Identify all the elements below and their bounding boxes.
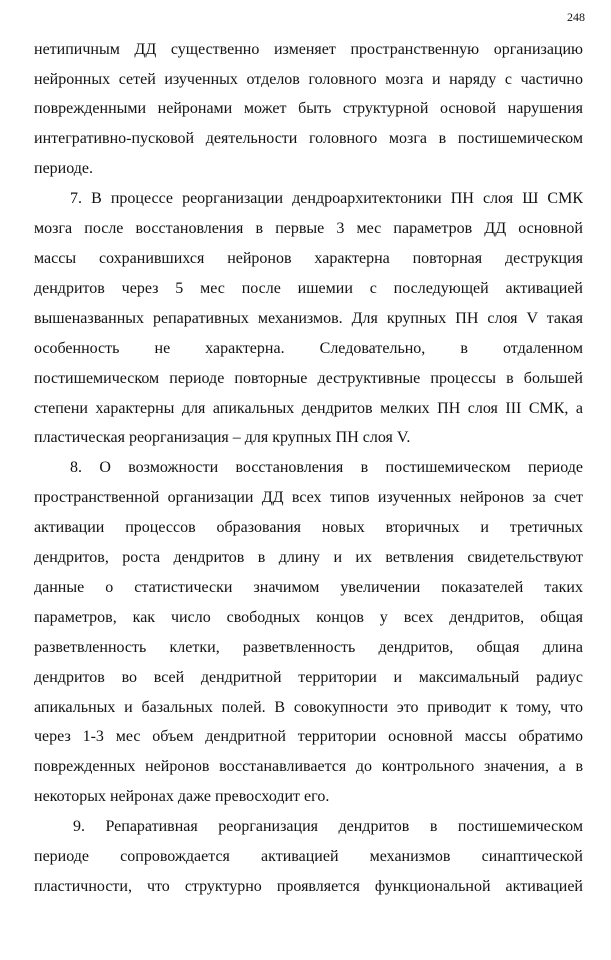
text-line: активации процессов образования новых вторичных и третичных bbox=[34, 519, 583, 536]
text-line: пластическая реорганизация – для крупных ПН слоя V. bbox=[34, 429, 411, 446]
text-line: вышеназванных репаративных механизмов. Для крупных ПН слоя V такая bbox=[34, 310, 583, 327]
text-line: дендритов через 5 мес после ишемии с последующей активацией bbox=[34, 280, 583, 297]
text-line: через 1-3 мес объем дендритной территории основной массы обратимо bbox=[34, 728, 583, 745]
text-line: нетипичным ДД существенно изменяет пространственную организацию bbox=[34, 41, 583, 58]
text-line: апикальных и базальных полей. В совокупности это приводит к тому, что bbox=[34, 699, 583, 716]
page-number: 248 bbox=[567, 10, 585, 24]
text-line: 9. Репаративная реорганизация дендритов в постишемическом bbox=[73, 818, 583, 835]
text-line: нейронных сетей изученных отделов головного мозга и наряду с частично bbox=[34, 71, 583, 88]
text-line: дендритов, роста дендритов в длину и их ветвления свидетельствуют bbox=[34, 549, 583, 566]
text-line: степени характерны для апикальных дендритов мелких ПН слоя III СМК, а bbox=[34, 400, 583, 417]
text-line: постишемическом периоде повторные деструктивные процессы в большей bbox=[34, 370, 583, 387]
text-line: периоде. bbox=[34, 160, 94, 177]
text-line: некоторых нейронах даже превосходит его. bbox=[34, 788, 330, 805]
text-line: периоде сопровождается активацией механизмов синаптической bbox=[34, 848, 583, 865]
text-line: 7. В процессе реорганизации дендроархитектоники ПН слоя Ш СМК bbox=[70, 190, 583, 207]
text-line: пластичности, что структурно проявляется функциональной активацией bbox=[34, 878, 583, 895]
text-line: разветвленность клетки, разветвленность дендритов, общая длина bbox=[34, 639, 583, 656]
text-line: пространственной организации ДД всех типов изученных нейронов за счет bbox=[34, 489, 583, 506]
text-line: параметров, как число свободных концов у всех дендритов, общая bbox=[34, 609, 583, 626]
text-line: мозга после восстановления в первые 3 мес параметров ДД основной bbox=[34, 220, 583, 237]
text-line: 8. О возможности восстановления в постишемическом периоде bbox=[70, 459, 583, 476]
text-line: массы сохранившихся нейронов характерна повторная деструкция bbox=[34, 250, 583, 267]
text-line: интегративно-пусковой деятельности головного мозга в постишемическом bbox=[34, 130, 583, 147]
text-line: поврежденными нейронами может быть структурной основой нарушения bbox=[34, 100, 583, 117]
text-line: особенность не характерна. Следовательно, в отдаленном bbox=[34, 340, 583, 357]
text-line: поврежденных нейронов восстанавливается до контрольного значения, а в bbox=[34, 758, 583, 775]
text-line: дендритов во всей дендритной территории и максимальный радиус bbox=[34, 669, 583, 686]
text-line: данные о статистически значимом увеличении показателей таких bbox=[34, 579, 583, 596]
